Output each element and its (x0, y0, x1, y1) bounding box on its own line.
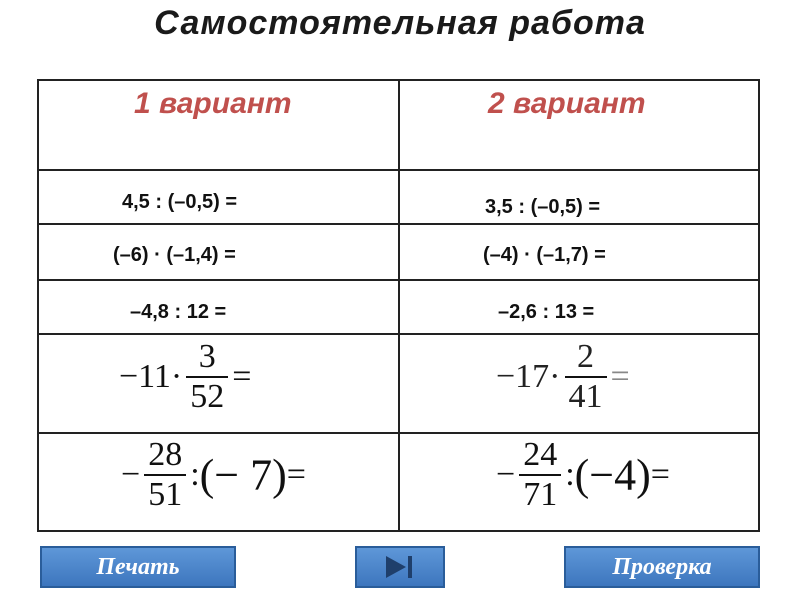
cell-1-1 (38, 170, 399, 224)
cell-4-1 (38, 334, 399, 433)
cell-4-2 (399, 334, 759, 433)
header-variant-1 (38, 80, 399, 170)
print-button[interactable]: Печать (40, 546, 236, 588)
fraction-expression: −11· $\frac{3}{52}$ = (119, 338, 252, 415)
cell-5-2 (399, 433, 759, 531)
expression: –4,8 : 12 = (130, 301, 227, 323)
cell-3-2 (399, 280, 759, 334)
expression: (–4) · (–1,7) = (483, 244, 606, 266)
next-slide-icon (382, 554, 418, 580)
cell-3-1 (38, 280, 399, 334)
cell-5-1 (38, 433, 399, 531)
fraction-expression: −17· $\frac{2}{41}$ = (496, 338, 630, 415)
cell-2-1 (38, 224, 399, 280)
expression: (–6) · (–1,4) = (113, 244, 236, 266)
header-variant-2 (399, 80, 759, 170)
expression: 4,5 : (–0,5) = (122, 191, 238, 213)
header-variant-2-label: 2 вариант (488, 87, 646, 120)
cell-2-2 (399, 224, 759, 280)
next-slide-button[interactable] (355, 546, 445, 588)
check-button[interactable]: Проверка (564, 546, 760, 588)
page-title: Самостоятельная работа (154, 4, 646, 42)
fraction-expression: − $\frac{24}{71}$ :(−4)= (496, 436, 670, 513)
expression: –2,6 : 13 = (498, 301, 595, 323)
header-variant-1-label: 1 вариант (134, 87, 292, 120)
variants-table (37, 79, 760, 532)
expression: 3,5 : (–0,5) = (485, 196, 601, 218)
fraction-expression: − $\frac{28}{51}$ :(− 7)= (121, 436, 306, 513)
cell-1-2 (399, 170, 759, 224)
